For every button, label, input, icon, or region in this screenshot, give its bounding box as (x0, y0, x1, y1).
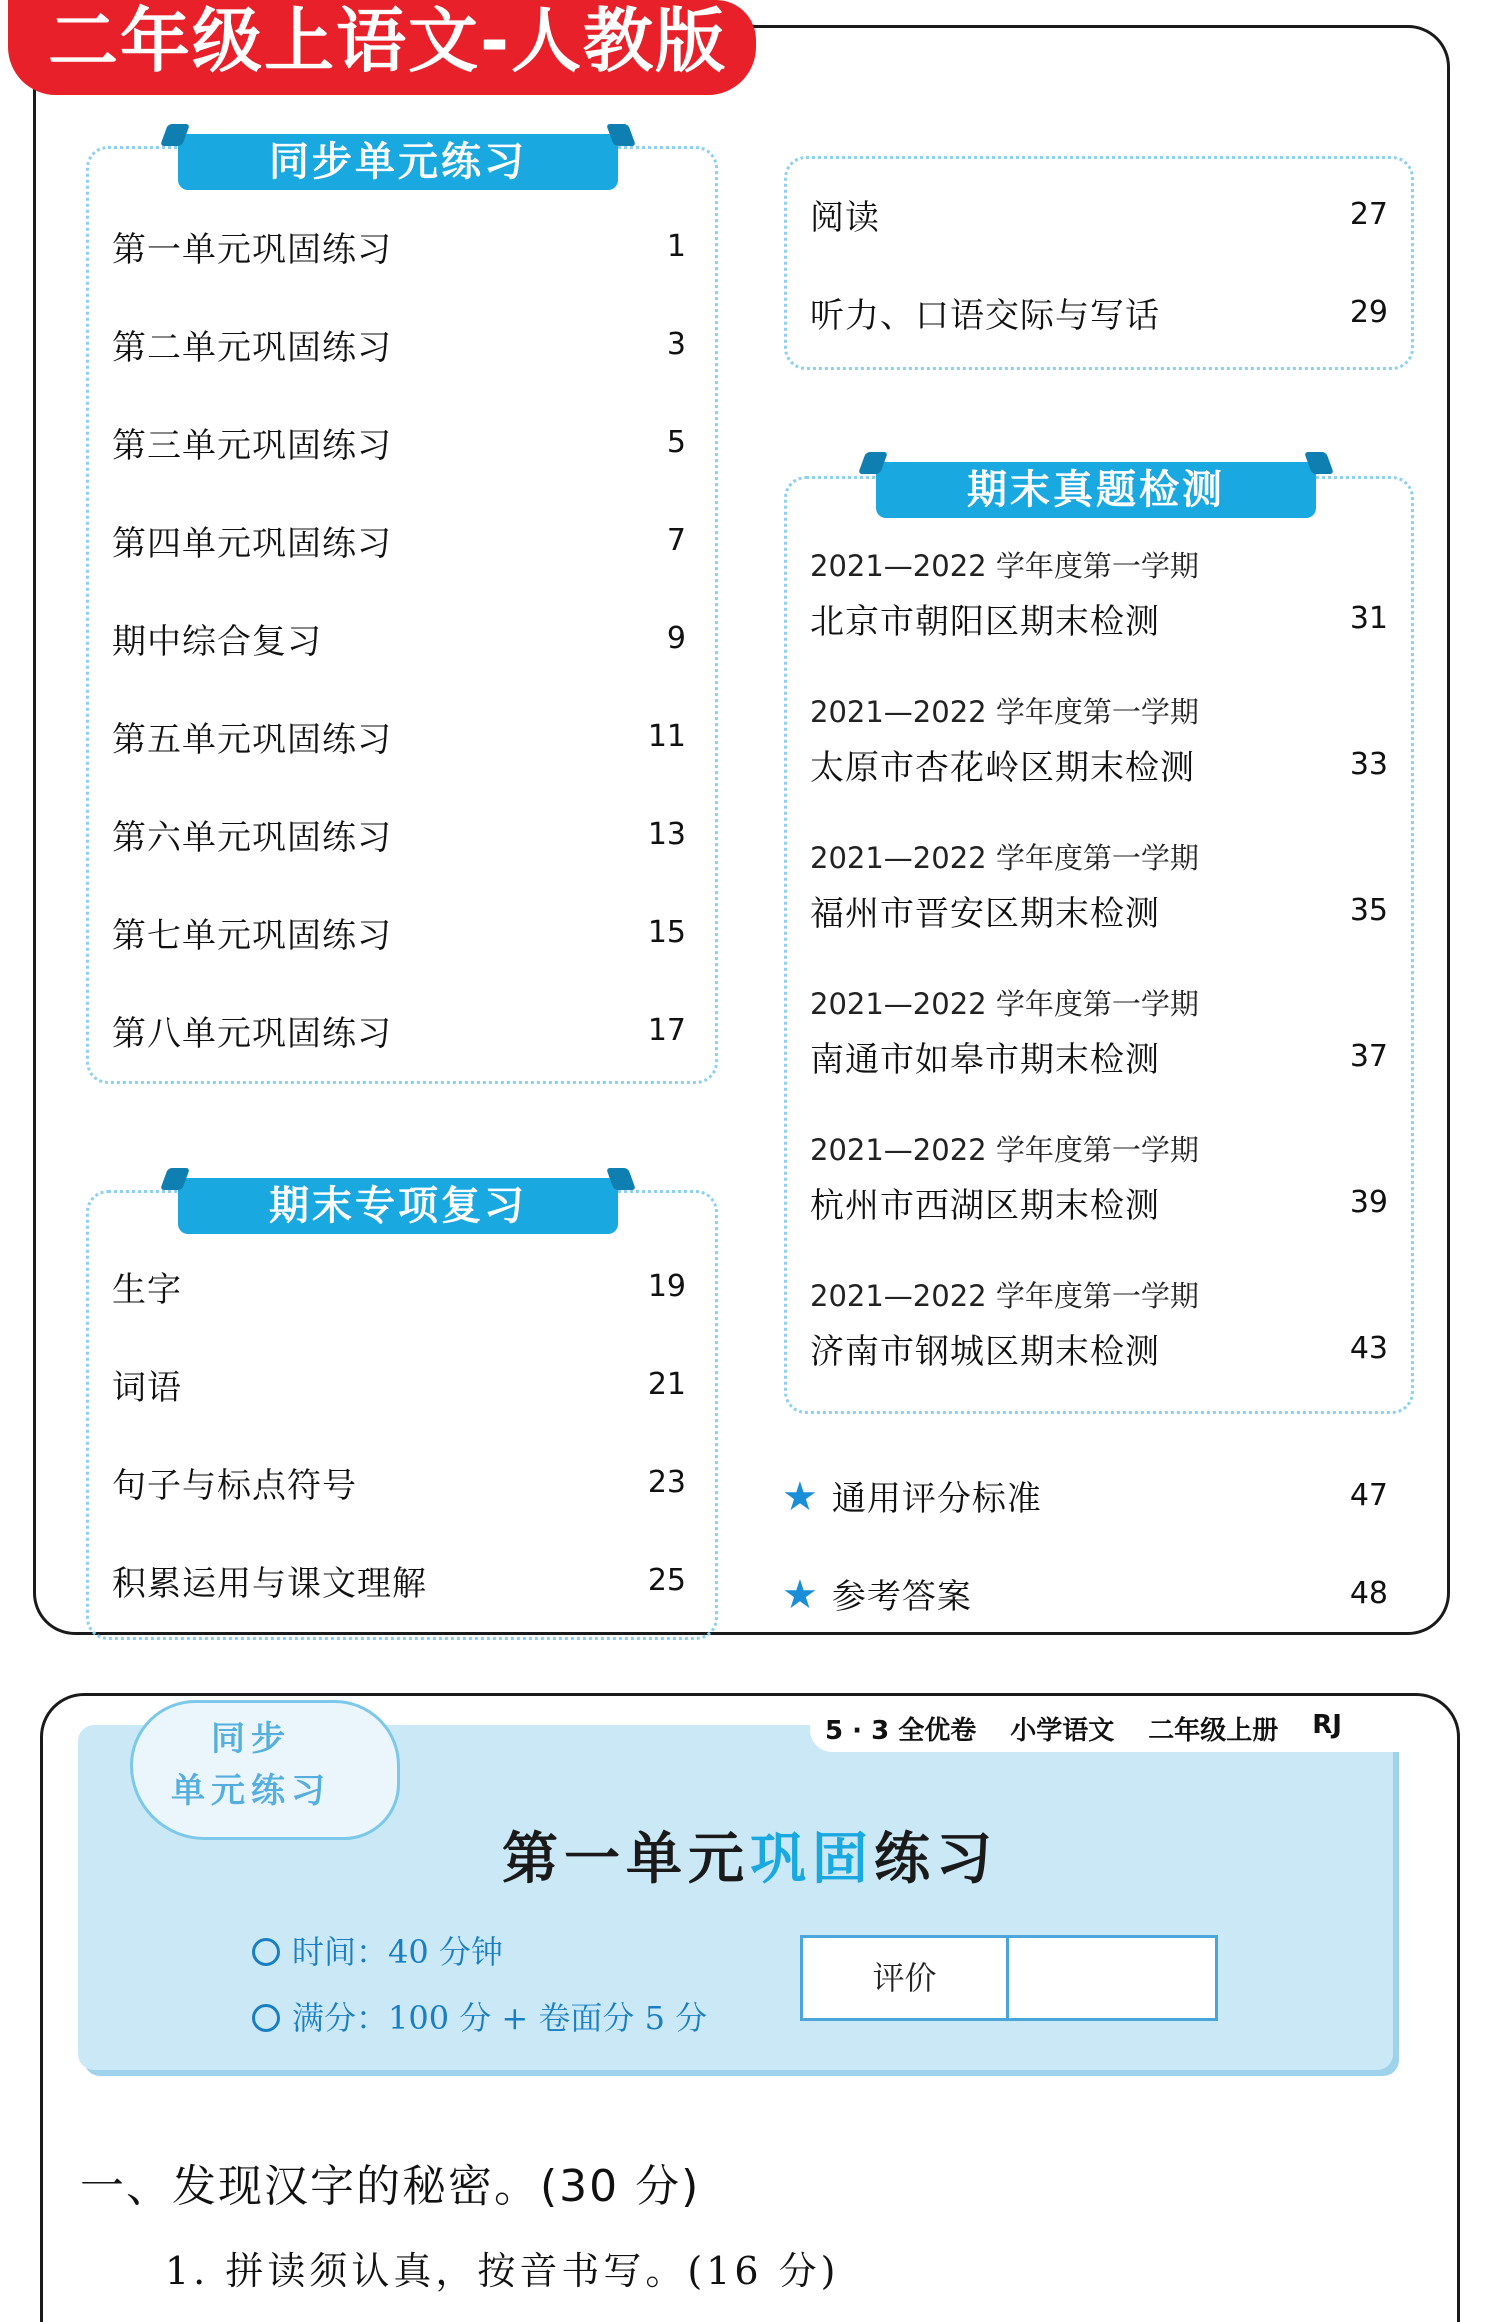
toc-entry[interactable] (112, 614, 686, 662)
worksheet-title (0, 1815, 1500, 1895)
review-section-header: 期末专项复习 (178, 1178, 618, 1234)
toc-entry-label: 词语 (112, 1367, 182, 1408)
toc-entry[interactable] (810, 190, 1388, 238)
toc-entry-page: 23 (647, 1464, 686, 1500)
toc-entry-page: 15 (647, 914, 686, 950)
toc-entry-page: 31 (1349, 600, 1388, 636)
toc-entry-page: 27 (1349, 196, 1388, 232)
toc-entry[interactable] (112, 1556, 686, 1604)
star-icon: ★ (782, 1571, 818, 1618)
toc-entry[interactable] (112, 1262, 686, 1310)
toc-entry[interactable] (810, 1324, 1388, 1372)
toc-entry[interactable] (810, 288, 1388, 336)
toc-entry-page: 19 (647, 1268, 686, 1304)
toc-entry[interactable] (112, 516, 686, 564)
toc-entry[interactable] (112, 320, 686, 368)
toc-entry-label: 阅读 (810, 197, 880, 238)
toc-entry-label: 第一单元巩固练习 (112, 229, 392, 270)
toc-entry-label: 积累运用与课文理解 (112, 1563, 427, 1604)
title-part3: 练习 (874, 1827, 998, 1892)
exam-term: 2021—2022 学年度第一学期 (810, 549, 1199, 583)
continued-section-box (784, 156, 1414, 370)
toc-entry[interactable] (112, 1360, 686, 1408)
toc-entry-label: 南通市如皋市期末检测 (810, 1039, 1160, 1080)
toc-entry-page: 33 (1349, 746, 1388, 782)
title-part1: 第一单元 (502, 1827, 750, 1892)
toc-entry-page: 3 (666, 326, 686, 362)
extra-left (782, 1471, 1042, 1520)
exam-term: 2021—2022 学年度第一学期 (810, 1279, 1199, 1313)
toc-entry-page: 29 (1349, 294, 1388, 330)
toc-entry-label: 生字 (112, 1269, 182, 1310)
toc-entry-label: 参考答案 (831, 1576, 972, 1617)
toc-entry[interactable] (810, 594, 1388, 642)
page-title: 二年级上语文-人教版 (8, 0, 756, 95)
title-part2: 巩固 (750, 1827, 874, 1892)
toc-entry-page: 43 (1349, 1330, 1388, 1366)
extra-left (782, 1569, 972, 1618)
toc-entry-page: 13 (647, 816, 686, 852)
toc-entry[interactable] (112, 222, 686, 270)
meta-edition: RJ (1312, 1710, 1342, 1740)
toc-entry-page: 37 (1349, 1038, 1388, 1074)
toc-entry-page: 35 (1349, 892, 1388, 928)
toc-entry-label: 第二单元巩固练习 (112, 327, 392, 368)
toc-entry[interactable] (810, 1032, 1388, 1080)
toc-entry-label: 通用评分标准 (831, 1478, 1042, 1519)
clock-icon (252, 1938, 280, 1966)
time-info (252, 1927, 503, 1973)
meta-grade: 二年级上册 (1148, 1716, 1279, 1746)
star-icon: ★ (782, 1473, 818, 1520)
toc-entry-page: 48 (1349, 1575, 1388, 1611)
toc-entry-label: 期中综合复习 (112, 621, 322, 662)
toc-entry-label: 第五单元巩固练习 (112, 719, 392, 760)
toc-entry-label: 济南市钢城区期末检测 (810, 1331, 1160, 1372)
score-info (252, 1993, 707, 2039)
toc-entry[interactable] (810, 1178, 1388, 1226)
toc-entry-label: 第七单元巩固练习 (112, 915, 392, 956)
exam-term: 2021—2022 学年度第一学期 (810, 1133, 1199, 1167)
toc-entry-label: 听力、口语交际与写话 (810, 295, 1160, 336)
toc-entry-label: 第八单元巩固练习 (112, 1013, 392, 1054)
toc-entry-label: 第三单元巩固练习 (112, 425, 392, 466)
toc-entry[interactable] (112, 1006, 686, 1054)
section-1-heading: 一、发现汉字的秘密。(30 分) (80, 2161, 701, 2212)
toc-entry-label: 句子与标点符号 (112, 1465, 357, 1506)
toc-entry-extra[interactable] (782, 1471, 1388, 1519)
exam-section-header: 期末真题检测 (876, 462, 1316, 518)
exam-term: 2021—2022 学年度第一学期 (810, 841, 1199, 875)
toc-entry[interactable] (810, 740, 1388, 788)
evaluation-box (800, 1935, 1218, 2021)
eval-label: 评价 (803, 1938, 1009, 2018)
toc-entry-label: 北京市朝阳区期末检测 (810, 601, 1160, 642)
cloud-line2: 单元练习 (171, 1771, 331, 1811)
toc-entry-page: 5 (666, 424, 686, 460)
worksheet-meta (825, 1710, 1342, 1747)
cloud-line1: 同步 (211, 1719, 291, 1759)
toc-entry[interactable] (112, 1458, 686, 1506)
sync-section-header: 同步单元练习 (178, 134, 618, 190)
exam-term: 2021—2022 学年度第一学期 (810, 695, 1199, 729)
toc-entry-page: 25 (647, 1562, 686, 1598)
toc-entry[interactable] (112, 908, 686, 956)
toc-entry-label: 杭州市西湖区期末检测 (810, 1185, 1160, 1226)
toc-entry-page: 7 (666, 522, 686, 558)
toc-entry-page: 9 (666, 620, 686, 656)
meta-subject: 小学语文 (1010, 1716, 1115, 1746)
question-1: 1. 拼读须认真，按音书写。(16 分) (165, 2249, 840, 2293)
toc-entry[interactable] (112, 418, 686, 466)
time-text: 时间：40 分钟 (292, 1933, 503, 1971)
toc-entry-page: 11 (647, 718, 686, 754)
eval-blank[interactable] (1009, 1938, 1215, 2018)
toc-entry-label: 福州市晋安区期末检测 (810, 893, 1160, 934)
toc-entry-page: 1 (666, 228, 686, 264)
toc-entry[interactable] (112, 712, 686, 760)
toc-entry-page: 21 (647, 1366, 686, 1402)
toc-entry-page: 17 (647, 1012, 686, 1048)
toc-entry[interactable] (810, 886, 1388, 934)
toc-entry-label: 第六单元巩固练习 (112, 817, 392, 858)
score-text: 满分：100 分 + 卷面分 5 分 (292, 1999, 708, 2037)
toc-entry-page: 47 (1349, 1477, 1388, 1513)
check-icon (252, 2004, 280, 2032)
toc-entry-label: 太原市杏花岭区期末检测 (810, 747, 1195, 788)
meta-series: 5 · 3 全优卷 (825, 1716, 977, 1746)
exam-term: 2021—2022 学年度第一学期 (810, 987, 1199, 1021)
toc-entry-extra[interactable] (782, 1569, 1388, 1617)
toc-entry[interactable] (112, 810, 686, 858)
toc-entry-label: 第四单元巩固练习 (112, 523, 392, 564)
toc-entry-page: 39 (1349, 1184, 1388, 1220)
